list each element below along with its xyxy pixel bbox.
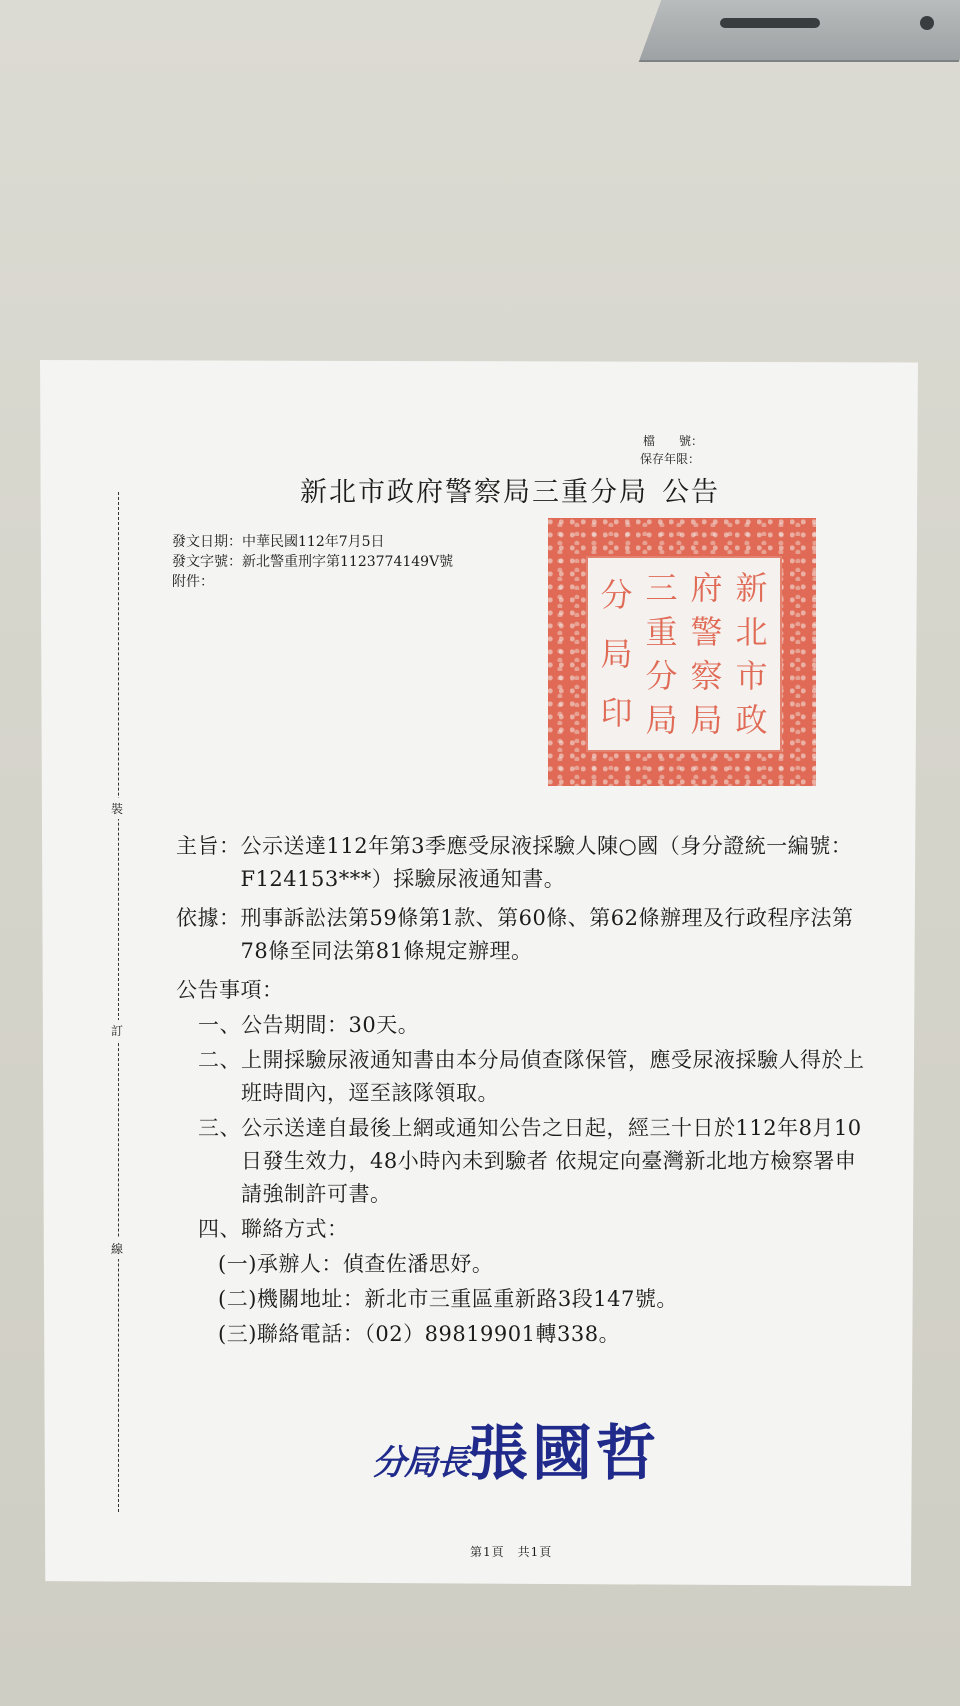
- basis-label: 依據：: [176, 906, 241, 930]
- seal-glyph: 警: [690, 613, 723, 651]
- bracket-hole: [920, 16, 934, 30]
- binding-mark-xian: 線: [111, 1238, 123, 1259]
- notice-item-3: [198, 1112, 876, 1211]
- seal-inner-frame: [586, 556, 782, 752]
- seal-column: [641, 566, 682, 742]
- item-number: 三、: [198, 1116, 241, 1140]
- issue-attachment: 附件：: [172, 574, 214, 590]
- seal-glyph: 新: [735, 569, 768, 607]
- seal-glyph: 分: [600, 576, 633, 615]
- seal-glyph: 局: [690, 701, 723, 739]
- official-seal: [548, 518, 816, 786]
- seal-glyph: 印: [600, 693, 633, 732]
- seal-column: [686, 566, 727, 742]
- basis-paragraph: [176, 902, 876, 968]
- metal-bracket: [639, 0, 960, 62]
- retention-period: 保存年限：: [640, 452, 701, 466]
- archive-number: 檔 號：: [643, 434, 704, 448]
- bracket-slot: [720, 18, 820, 28]
- subject-paragraph: [176, 830, 876, 896]
- signature-title: 分局長: [372, 1443, 468, 1483]
- notice-item-4: [198, 1213, 876, 1246]
- binding-mark-ding: 訂: [111, 1020, 123, 1041]
- item-text: 聯絡方式：: [241, 1217, 349, 1241]
- notice-item-1: [198, 1009, 876, 1042]
- signature-stamp: [372, 1406, 660, 1492]
- signature-name: 張國哲: [468, 1419, 660, 1489]
- seal-column: [596, 566, 637, 742]
- seal-glyph: 三: [645, 569, 678, 607]
- archive-meta: [640, 432, 703, 468]
- notice-body: [176, 830, 876, 1351]
- notice-item-2: [198, 1044, 876, 1110]
- seal-glyph: 府: [690, 569, 723, 607]
- item-number: 四、: [198, 1217, 241, 1241]
- seal-glyph: 市: [735, 657, 768, 695]
- issue-date: 發文日期：中華民國112年7月5日: [172, 534, 385, 550]
- item-number: 一、: [198, 1013, 241, 1037]
- basis-text: 刑事訴訟法第59條第1款、第60條、第62條辦理及行政程序法第78條至同法第81條規定辦理。: [240, 906, 854, 963]
- seal-glyph: 分: [645, 657, 678, 695]
- notice-heading: 公告事項：: [176, 978, 284, 1002]
- subject-text: 公示送達112年第3季應受尿液採驗人陳○國（身分證統一編號：F124153***）採驗尿液通知書。: [240, 834, 853, 891]
- subject-label: 主旨：: [176, 834, 241, 858]
- seal-glyph: 重: [645, 613, 678, 651]
- item-text: 公示送達自最後上網或通知公告之日起，經三十日於112年8月10日發生效力，48小時內未到驗者 依規定向臺灣新北地方檢察署申請強制許可書。: [241, 1116, 862, 1206]
- issue-info: [172, 532, 453, 592]
- item-number: 二、: [198, 1048, 241, 1072]
- seal-glyph: 局: [645, 701, 678, 739]
- seal-glyph: 北: [735, 613, 768, 651]
- seal-glyph: 局: [600, 634, 633, 673]
- seal-column: [731, 566, 772, 742]
- document-title: [300, 470, 720, 509]
- title-type: 公告: [662, 477, 720, 508]
- seal-glyph: 政: [735, 701, 768, 739]
- contact-handler: (一)承辦人：偵查佐潘思妤。: [218, 1252, 494, 1276]
- contact-phone: (三)聯絡電話：（02）89819901轉338。: [218, 1322, 621, 1346]
- contact-address: (二)機關地址：新北市三重區重新路3段147號。: [218, 1287, 678, 1311]
- issue-ref-number: 發文字號：新北警重刑字第1123774149V號: [172, 554, 454, 570]
- binding-mark-zhuang: 裝: [111, 798, 123, 819]
- item-text: 上開採驗尿液通知書由本分局偵查隊保管，應受尿液採驗人得於上班時間內，逕至該隊領取。: [241, 1048, 865, 1105]
- binding-line: [118, 492, 119, 1512]
- seal-glyph: 察: [690, 657, 723, 695]
- title-agency: 新北市政府警察局三重分局: [300, 477, 648, 508]
- item-text: 公告期間：30天。: [241, 1013, 420, 1037]
- page-number: 第1頁 共1頁: [470, 1545, 553, 1559]
